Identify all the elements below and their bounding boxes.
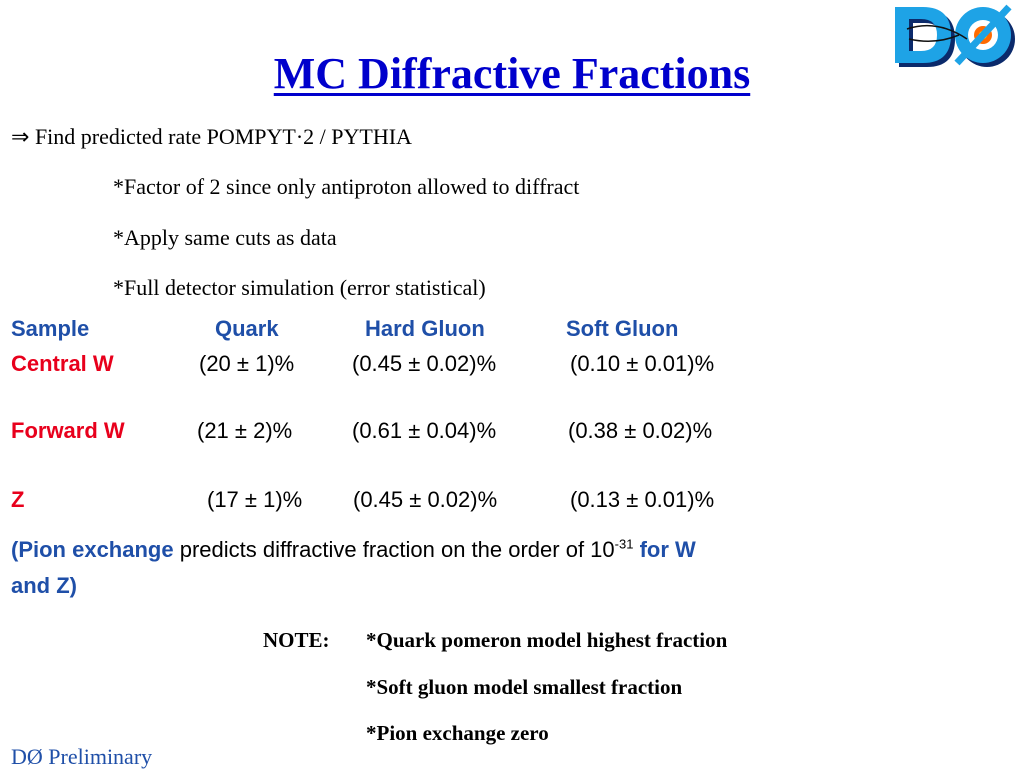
cell-z-quark: (17 ± 1)% bbox=[207, 487, 303, 512]
intro-bullet-3: *Full detector simulation (error statistical) bbox=[113, 275, 486, 300]
cell-central-soft-gluon: (0.10 ± 0.01)% bbox=[570, 351, 715, 376]
intro-bullet-1: *Factor of 2 since only antiproton allowed to diffract bbox=[113, 174, 580, 199]
slide-title: MC Diffractive Fractions bbox=[273, 49, 751, 98]
cell-z-soft-gluon: (0.13 ± 0.01)% bbox=[570, 487, 715, 512]
pion-exchange-line bbox=[11, 537, 696, 563]
preliminary-label: DØ Preliminary bbox=[11, 744, 153, 769]
cell-central-quark: (20 ± 1)% bbox=[199, 351, 295, 376]
cell-forward-quark: (21 ± 2)% bbox=[197, 418, 293, 443]
row-label-forward-w: Forward W bbox=[11, 418, 125, 443]
intro-text: Find predicted rate POMPYT·2 / PYTHIA bbox=[34, 124, 412, 149]
header-hard-gluon: Hard Gluon bbox=[365, 316, 485, 341]
cell-forward-hard-gluon: (0.61 ± 0.04)% bbox=[352, 418, 497, 443]
header-soft-gluon: Soft Gluon bbox=[566, 316, 679, 341]
header-sample: Sample bbox=[11, 316, 90, 341]
cell-forward-soft-gluon: (0.38 ± 0.02)% bbox=[568, 418, 713, 443]
note-item-2: *Soft gluon model smallest fraction bbox=[366, 675, 683, 699]
pion-exchange-text: predicts diffractive fraction on the order of 10 bbox=[173, 537, 615, 562]
implies-arrow-icon: ⇒ bbox=[11, 124, 30, 149]
pion-exchange-for-w: for W bbox=[633, 537, 696, 562]
row-label-z: Z bbox=[11, 487, 25, 512]
intro-line-1 bbox=[11, 124, 412, 150]
header-quark: Quark bbox=[215, 316, 279, 341]
pion-exchange-line-2: and Z) bbox=[11, 573, 77, 598]
note-item-1: *Quark pomeron model highest fraction bbox=[366, 628, 728, 652]
pion-exchange-lead: (Pion exchange bbox=[11, 537, 174, 562]
cell-central-hard-gluon: (0.45 ± 0.02)% bbox=[352, 351, 497, 376]
row-label-central-w: Central W bbox=[11, 351, 114, 376]
note-label: NOTE: bbox=[263, 628, 330, 652]
note-item-3: *Pion exchange zero bbox=[366, 721, 549, 745]
pion-exchange-exponent: -31 bbox=[614, 536, 634, 552]
intro-bullet-2: *Apply same cuts as data bbox=[113, 225, 337, 250]
cell-z-hard-gluon: (0.45 ± 0.02)% bbox=[353, 487, 498, 512]
